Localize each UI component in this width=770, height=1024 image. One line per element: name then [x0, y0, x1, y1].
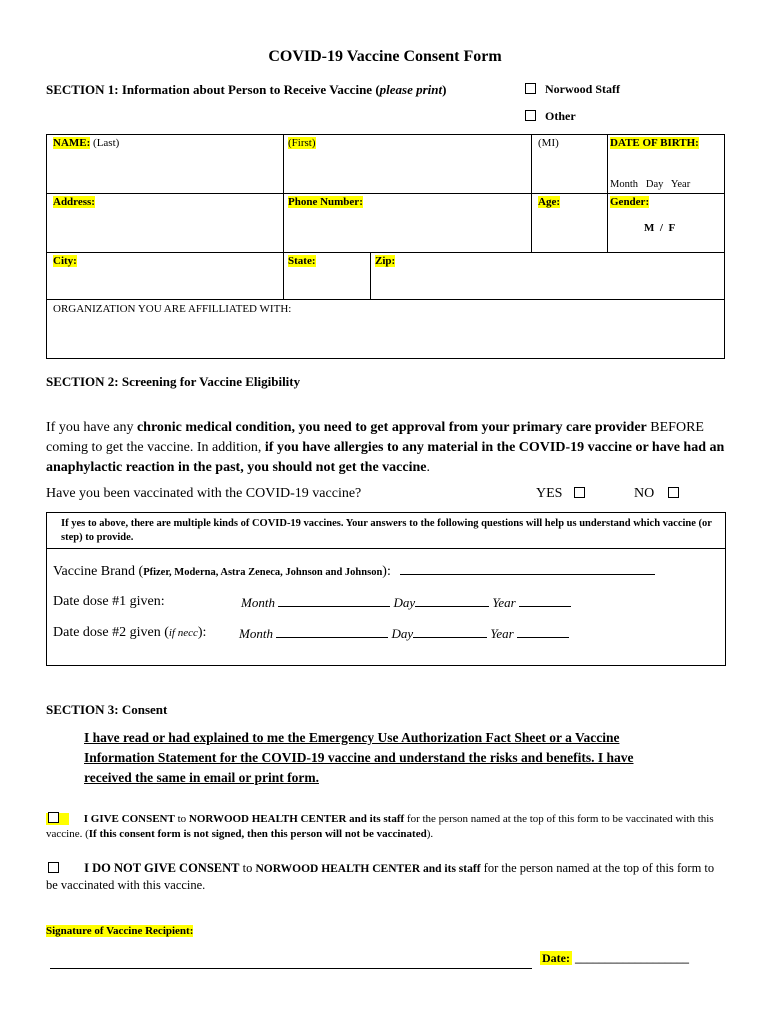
- no-checkbox[interactable]: [668, 487, 679, 498]
- dose1-month-input[interactable]: [278, 606, 390, 607]
- first-name-field[interactable]: (First): [284, 135, 532, 194]
- section2-heading: SECTION 2: Screening for Vaccine Eligibility: [46, 374, 301, 389]
- dose1-day-input[interactable]: [415, 606, 489, 607]
- organization-field[interactable]: ORGANIZATION YOU ARE AFFILLIATED WITH:: [47, 300, 725, 359]
- yes-option[interactable]: YES: [536, 486, 585, 502]
- gender-options: M / F: [644, 222, 676, 234]
- eligibility-paragraph: If you have any chronic medical condition, you need to get approval from your primary care provider BEFORE coming to get the vaccine. In addition, if you have allergies to any material in the COVID-19 vaccine or have had an anaphylactic reaction in the past, you should not get the vaccine.: [46, 420, 725, 475]
- dob-format: Month Day Year: [610, 179, 691, 190]
- no-option[interactable]: NO: [634, 486, 679, 502]
- state-field[interactable]: State:: [284, 253, 371, 300]
- dose2-year-input[interactable]: [517, 637, 569, 638]
- vaccine-history-box: [46, 512, 726, 666]
- city-field[interactable]: City:: [47, 253, 284, 300]
- vaccine-brand-row: Vaccine Brand (Pfizer, Moderna, Astra Zeneca, Johnson and Johnson):: [53, 564, 655, 580]
- section3-heading: SECTION 3: Consent: [46, 702, 168, 717]
- norwood-staff-checkbox[interactable]: [525, 83, 536, 94]
- age-field[interactable]: Age:: [532, 194, 608, 253]
- not-give-consent-checkbox[interactable]: [48, 862, 59, 873]
- dose2-month-input[interactable]: [276, 637, 388, 638]
- vaccinated-question: Have you been vaccinated with the COVID-19 vaccine?: [46, 486, 362, 501]
- dose2-label: Date dose #2 given (if necc):: [53, 625, 207, 640]
- date-field[interactable]: Date: ___________________: [542, 951, 689, 965]
- address-field[interactable]: Address:: [47, 194, 284, 253]
- zip-field[interactable]: Zip:: [371, 253, 725, 300]
- date-line: ___________________: [574, 951, 689, 965]
- dob-field[interactable]: DATE OF BIRTH: Month Day Year: [608, 135, 725, 194]
- last-name-field[interactable]: NAME: (Last): [47, 135, 284, 194]
- consent-statement: I have read or had explained to me the Emergency Use Authorization Fact Sheet or a Vaccine Information Statement for the COVID-19 vaccine and understand the risks and benefits. I have received the same in email or print form.: [84, 730, 634, 785]
- section1-heading: SECTION 1: Information about Person to Receive Vaccine (please print): [46, 82, 447, 97]
- dose2-date-row: Month Day Year: [239, 626, 569, 642]
- history-note: If yes to above, there are multiple kinds of COVID-19 vaccines. Your answers to the following questions will help us understand which vaccine (or step) to provide.: [47, 513, 725, 549]
- signature-label: Signature of Vaccine Recipient:: [46, 925, 194, 937]
- dose1-year-input[interactable]: [519, 606, 571, 607]
- vaccine-brand-input[interactable]: [400, 574, 655, 575]
- not-give-consent-option[interactable]: I DO NOT GIVE CONSENT to NORWOOD HEALTH CENTER and its staff for the person named at the top of this form to be vaccinated with this vaccine.: [46, 861, 715, 892]
- option-other[interactable]: Other: [525, 109, 576, 124]
- mi-field[interactable]: (MI): [532, 135, 608, 194]
- dose1-date-row: Month Day Year: [241, 595, 571, 611]
- other-checkbox[interactable]: [525, 110, 536, 121]
- form-title: COVID-19 Vaccine Consent Form: [268, 48, 502, 65]
- give-consent-option[interactable]: I GIVE CONSENT to NORWOOD HEALTH CENTER and its staff for the person named at the top of this form to be vaccinated with this vaccine. (If this consent form is not signed, then this person will not be vaccinated).: [46, 813, 714, 840]
- gender-field[interactable]: Gender: M / F: [608, 194, 725, 253]
- option-norwood-staff[interactable]: Norwood Staff: [525, 82, 620, 97]
- dose1-label: Date dose #1 given:: [53, 594, 165, 609]
- signature-line[interactable]: [50, 968, 532, 969]
- person-info-table: [46, 134, 725, 359]
- give-consent-checkbox[interactable]: [48, 812, 59, 823]
- yes-checkbox[interactable]: [574, 487, 585, 498]
- dose2-day-input[interactable]: [413, 637, 487, 638]
- phone-field[interactable]: Phone Number:: [284, 194, 532, 253]
